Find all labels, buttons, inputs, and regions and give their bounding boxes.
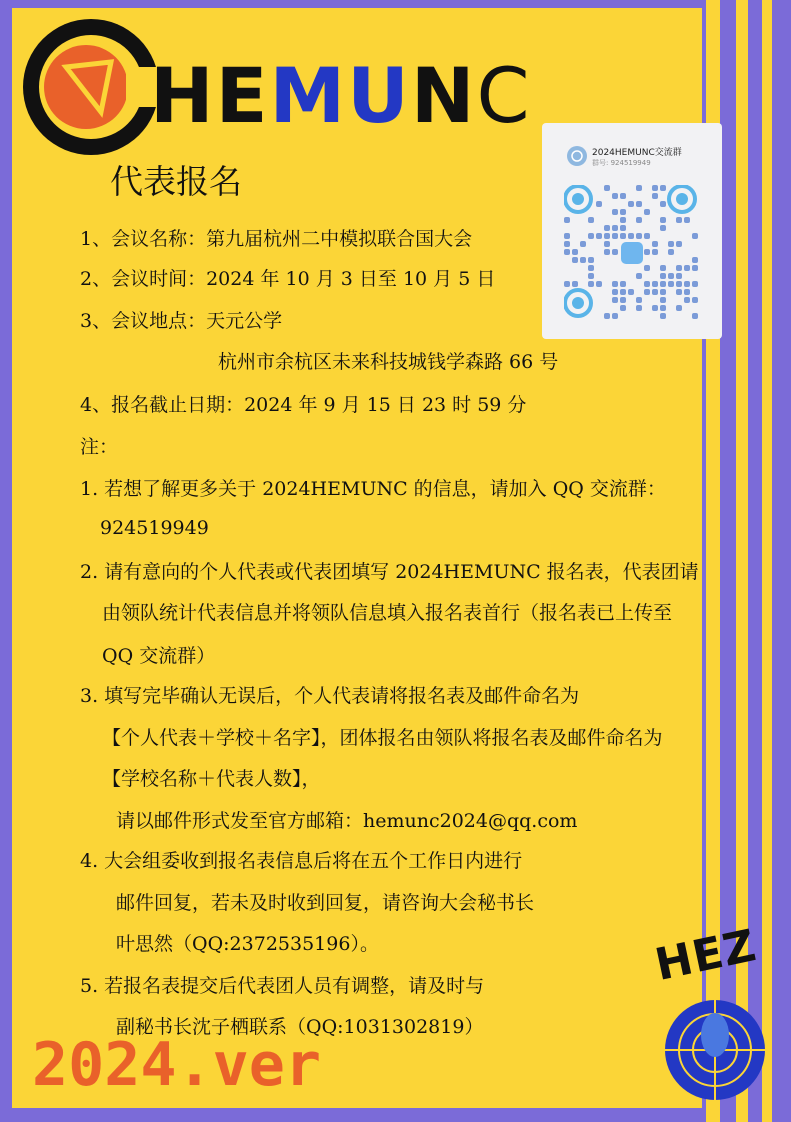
note-1-line-2: 924519949 [100,517,209,539]
note-2-line-3: QQ 交流群） [102,645,216,667]
page-title: 代表报名 [110,162,242,201]
note-4-line-2: 邮件回复，若未及时收到回复，请咨询大会秘书长 [116,892,535,914]
qr-group-title: 2024HEMUNC交流群 [592,148,682,158]
logo-letter-n: N [410,51,477,140]
logo-letter-c: C [476,51,532,140]
footer-year: 2024.ver [32,1030,321,1100]
note-4-line-1: 4. 大会组委收到报名表信息后将在五个工作日内进行 [80,850,523,872]
note-2-line-1: 2. 请有意向的个人代表或代表团填写 2024HEMUNC 报名表，代表团请 [80,561,699,583]
item-address: 杭州市余杭区未来科技城钱学森路 66 号 [218,351,559,373]
note-3-line-3: 【学校名称＋代表人数】， [102,768,321,790]
notes-label: 注： [80,436,119,458]
item-name: 1、会议名称：第九届杭州二中模拟联合国大会 [80,228,473,250]
note-1-line-1: 1. 若想了解更多关于 2024HEMUNC 的信息，请加入 QQ 交流群： [80,478,666,500]
note-5-line-2: 副秘书长沈子栖联系（QQ:1031302819） [116,1016,484,1038]
logo-letters-mu: MU [269,51,411,140]
note-4-line-3: 叶思然（QQ:2372535196）。 [116,933,379,955]
qr-group-number: 群号: 924519949 [592,159,651,167]
note-3-line-2: 【个人代表＋学校＋名字】，团体报名由领队将报名表及邮件命名为 [102,727,663,749]
note-2-line-2: 由领队统计代表信息并将领队信息填入报名表首行（报名表已上传至 [102,602,673,624]
note-3-line-4: 请以邮件形式发至官方邮箱：hemunc2024@qq.com [116,810,578,832]
note-5-line-1: 5. 若报名表提交后代表团人员有调整，请及时与 [80,975,485,997]
note-3-line-1: 3. 填写完毕确认无误后，个人代表请将报名表及邮件命名为 [80,685,580,707]
logo-letters-he: HE [150,51,270,140]
item-venue: 3、会议地点：天元公学 [80,310,283,332]
un-wreath-emblem-icon [655,985,775,1105]
hez-badge: HEZ [650,919,761,992]
item-deadline: 4、报名截止日期：2024 年 9 月 15 日 23 时 59 分 [80,394,527,416]
item-time: 2、会议时间：2024 年 10 月 3 日至 10 月 5 日 [80,268,496,290]
